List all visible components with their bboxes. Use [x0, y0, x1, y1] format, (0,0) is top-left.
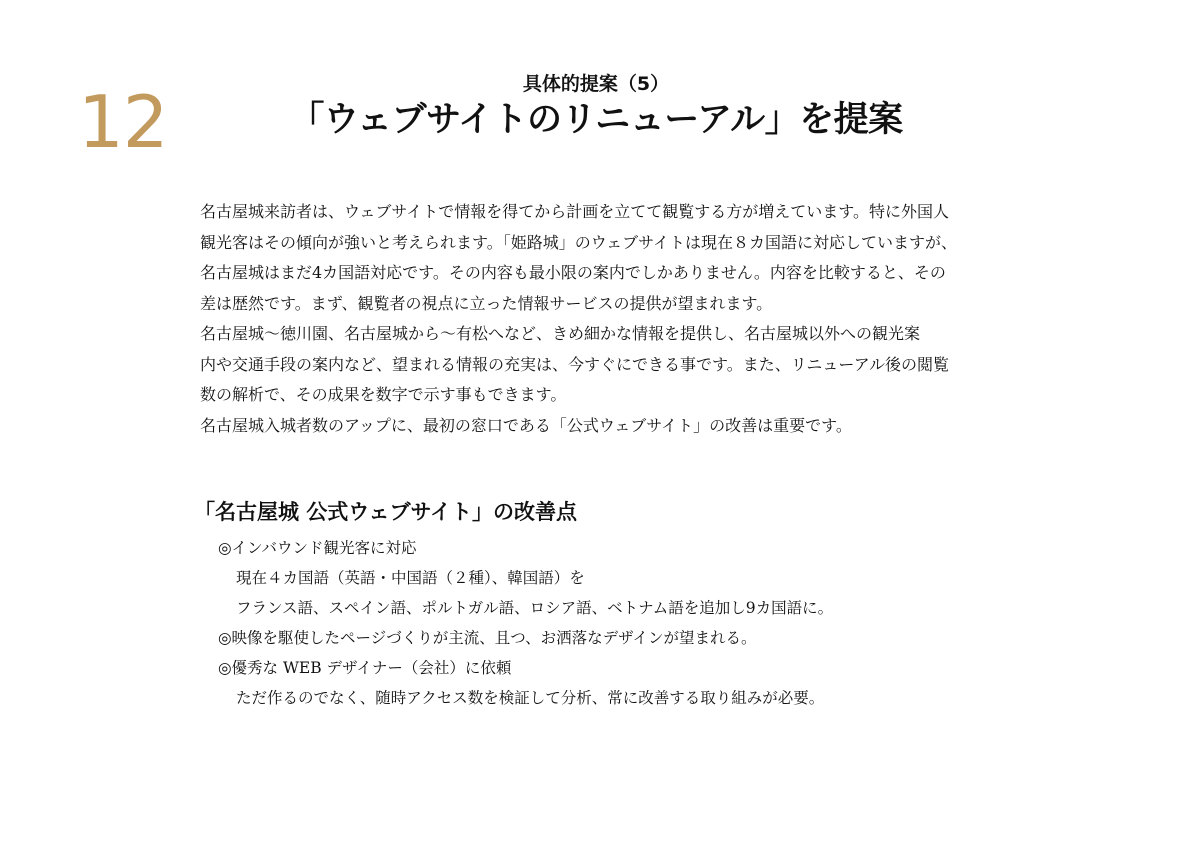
intro-line: 内や交通手段の案内など、望まれる情報の充実は、今すぐにできる事です。また、リニューアル後の閲覧: [200, 354, 949, 374]
intro-line: 名古屋城はまだ4カ国語対応です。その内容も最小限の案内でしかありません。内容を比較すると、その: [200, 263, 946, 282]
page-number: 12: [78, 80, 168, 164]
improvement-item-detail: フランス語、スペイン語、ポルトガル語、ロシア語、ベトナム語を追加し9カ国語に。: [236, 599, 834, 617]
page-title: 「ウェブサイトのリニューアル」を提案: [289, 100, 903, 140]
intro-line: 差は歴然です。まず、観覧者の視点に立った情報サービスの提供が望まれます。: [200, 293, 773, 313]
improvement-item-title: ◎映像を駆使したページづくりが主流、且つ、お洒落なデザインが望まれる。: [218, 629, 757, 647]
improvement-item-title: ◎インバウンド観光客に対応: [218, 539, 417, 557]
intro-line: 名古屋城〜徳川園、名古屋城から〜有松へなど、きめ細かな情報を提供し、名古屋城以外への観光案: [200, 324, 921, 343]
improvement-item: [218, 623, 978, 653]
improvement-item-detail: ただ作るのでなく、随時アクセス数を検証して分析、常に改善する取り組みが必要。: [236, 689, 825, 707]
improvement-list: [218, 533, 978, 713]
improvement-item-detail: 現在４カ国語（英語・中国語（２種）、韓国語）を: [236, 569, 585, 587]
page-subtitle: 具体的提案（5）: [522, 73, 670, 95]
improvement-item: [218, 533, 978, 623]
intro-text: [200, 197, 1000, 441]
improvement-item: [218, 653, 978, 713]
intro-line: 数の解析で、その成果を数字で示す事もできます。: [200, 385, 567, 404]
intro-line: 名古屋城入城者数のアップに、最初の窓口である「公式ウェブサイト」の改善は重要です。: [200, 415, 852, 435]
improvement-item-title: ◎優秀な WEB デザイナー（会社）に依頼: [218, 659, 512, 677]
intro-line: 名古屋城来訪者は、ウェブサイトで情報を得てから計画を立てて観覧する方が増えています。特に外国人: [200, 202, 949, 221]
intro-line: 観光客はその傾向が強いと考えられます。「姫路城」のウェブサイトは現在８カ国語に対応していますが、: [200, 232, 957, 252]
improvements-heading: 「名古屋城 公式ウェブサイト」の改善点: [194, 500, 577, 524]
